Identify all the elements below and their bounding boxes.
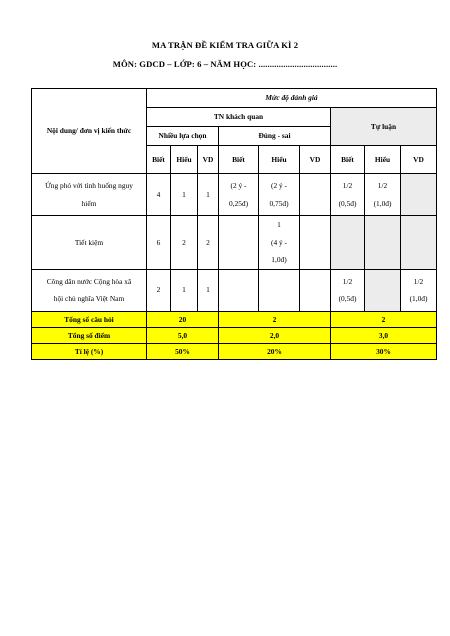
tl-vd-cell (401, 174, 437, 216)
tf-vd-cell (300, 216, 331, 270)
sub-header-mc-hieu: Hiểu (171, 146, 198, 174)
sub-header-tl-hieu: Hiểu (365, 146, 401, 174)
total-mc-value: 50% (147, 343, 219, 359)
tf-biet-cell (219, 269, 259, 311)
tf-biet-cell (219, 216, 259, 270)
total-label: Tổng số câu hỏi (32, 311, 147, 327)
content-column-header: Nội dung/ đơn vị kiến thức (32, 89, 147, 174)
mc-value-hieu: 1 (171, 174, 198, 216)
tf-hieu-cell: 1 (4 ý - 1,0đ) (259, 216, 300, 270)
mc-value-hieu: 2 (171, 216, 198, 270)
total-tf-value: 20% (219, 343, 331, 359)
total-row (32, 343, 437, 359)
sub-header-tl-biet: Biết (331, 146, 365, 174)
total-row (32, 327, 437, 343)
sub-header-tf-vd: VD (300, 146, 331, 174)
document-title: MA TRẬN ĐỀ KIỂM TRA GIỮA KÌ 2 (151, 40, 299, 50)
tl-hieu-cell (365, 269, 401, 311)
total-row (32, 311, 437, 327)
objective-header: TN khách quan (147, 108, 331, 127)
tl-vd-cell: 1/2 (1,0đ) (401, 269, 437, 311)
tf-vd-cell (300, 174, 331, 216)
row-content-name: Công dân nước Cộng hòa xã hội chủ nghĩa Việt Nam (32, 269, 147, 311)
essay-header: Tự luận (331, 108, 437, 146)
sub-header-tf-hieu: Hiểu (259, 146, 300, 174)
total-tl-value: 3,0 (331, 327, 437, 343)
table-row (32, 269, 437, 311)
total-label: Tổng số điểm (32, 327, 147, 343)
sub-header-mc-vd: VD (198, 146, 219, 174)
mc-value-hieu: 1 (171, 269, 198, 311)
mc-value-vd: 1 (198, 269, 219, 311)
tl-biet-cell: 1/2 (0,5đ) (331, 174, 365, 216)
total-label: Tỉ lệ (%) (32, 343, 147, 359)
sub-header-tf-biet: Biết (219, 146, 259, 174)
total-mc-value: 20 (147, 311, 219, 327)
row-content-name: Ứng phó với tình huống nguy hiểm (32, 174, 147, 216)
tf-hieu-cell: (2 ý - 0,75đ) (259, 174, 300, 216)
tf-hieu-cell (259, 269, 300, 311)
multiple-choice-header: Nhiều lựa chọn (147, 127, 219, 146)
mc-value-vd: 2 (198, 216, 219, 270)
total-mc-value: 5,0 (147, 327, 219, 343)
tl-vd-cell (401, 216, 437, 270)
total-tl-value: 30% (331, 343, 437, 359)
sub-header-tl-vd: VD (401, 146, 437, 174)
row-content-name: Tiết kiệm (32, 216, 147, 270)
table-row (32, 216, 437, 270)
total-tf-value: 2 (219, 311, 331, 327)
tf-biet-cell: (2 ý - 0,25đ) (219, 174, 259, 216)
tl-hieu-cell: 1/2 (1,0đ) (365, 174, 401, 216)
total-tl-value: 2 (331, 311, 437, 327)
table-row (32, 174, 437, 216)
mc-value-biet: 6 (147, 216, 171, 270)
mc-value-biet: 2 (147, 269, 171, 311)
true-false-header: Đúng - sai (219, 127, 331, 146)
document-subtitle: MÔN: GDCD – LỚP: 6 – NĂM HỌC: ................................... (112, 59, 338, 69)
tf-vd-cell (300, 269, 331, 311)
tl-hieu-cell (365, 216, 401, 270)
assessment-matrix-table (31, 88, 437, 360)
level-header: Mức độ đánh giá (147, 89, 437, 108)
mc-value-vd: 1 (198, 174, 219, 216)
total-tf-value: 2,0 (219, 327, 331, 343)
mc-value-biet: 4 (147, 174, 171, 216)
sub-header-mc-biet: Biết (147, 146, 171, 174)
tl-biet-cell: 1/2 (0,5đ) (331, 269, 365, 311)
tl-biet-cell (331, 216, 365, 270)
